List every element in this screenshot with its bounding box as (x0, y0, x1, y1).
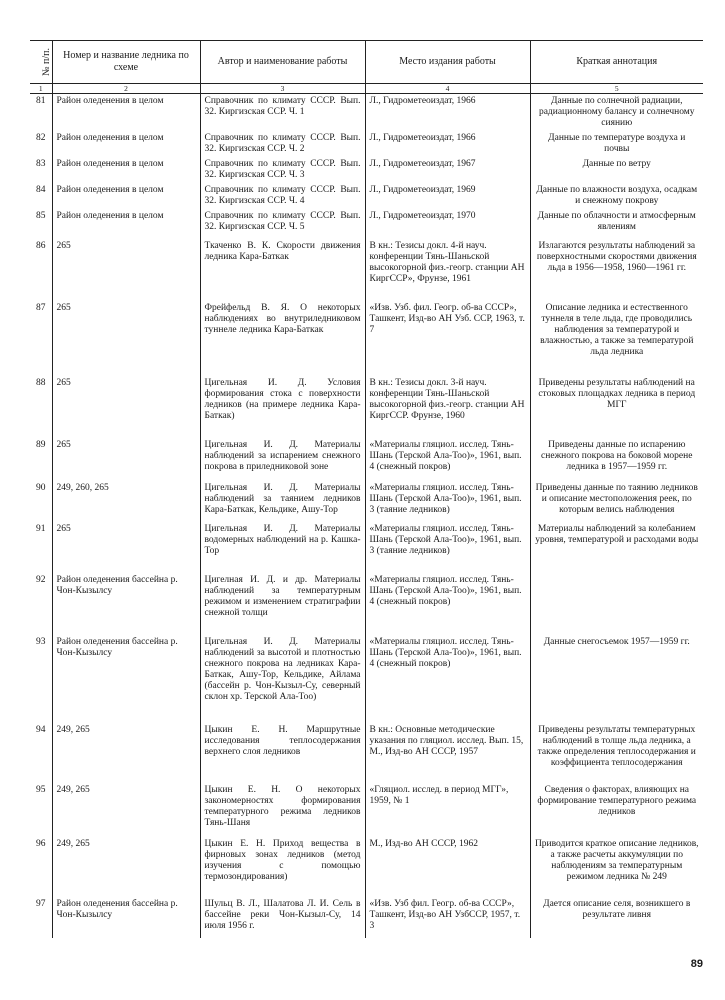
author-cell: Цигельная И. Д. Материалы водомерных наблюдений на р. Кашка-Тор (200, 520, 365, 567)
glacier-cell: Район оледенения бассейна р. Чон-Кызылсу (52, 893, 200, 938)
table-row (30, 370, 703, 434)
place-cell: «Материалы гляциол. исслед. Тянь-Шань (Терской Ала-Тоо)», 1961, вып. 4 (снежный покров) (365, 567, 530, 629)
header-col-number: № п/п. (30, 41, 52, 84)
bibliography-table (30, 40, 703, 938)
header-col-glacier: Номер и название ледника по схеме (52, 41, 200, 84)
header-col-place: Место издания работы (365, 41, 530, 84)
place-cell: «Материалы гляциол. исслед. Тянь-Шань (Терской Ала-Тоо)», 1961, вып. 3 (таяние ледников) (365, 520, 530, 567)
glacier-cell: Район оледенения в целом (52, 209, 200, 237)
author-cell: Цыкин Е. Н. Маршрутные исследования теплосодержания верхнего слоя ледников (200, 717, 365, 779)
place-cell: Л., Гидрометеоиздат, 1967 (365, 157, 530, 183)
author-cell: Справочник по климату СССР. Вып. 32. Киргизская ССР. Ч. 5 (200, 209, 365, 237)
table-row (30, 833, 703, 893)
glacier-cell: 265 (52, 434, 200, 479)
note-cell: Приведены данные по таянию ледников и описание местоположения реек, по которым велись наблюдения (530, 479, 703, 520)
bibliography-page (30, 40, 703, 938)
author-cell: Фрейфельд В. Я. О некоторых наблюдениях во внутриледниковом туннеле ледника Кара-Баткак (200, 295, 365, 370)
row-number: 87 (36, 303, 46, 313)
note-cell: Данные по влажности воздуха, осадкам и снежному покрову (530, 183, 703, 209)
row-number: 95 (36, 785, 46, 795)
author-cell: Цигельная И. Д. Материалы наблюдений за испарением снежного покрова в приледниковой зоне (200, 434, 365, 479)
table-row (30, 295, 703, 370)
row-number: 85 (36, 211, 46, 221)
column-number: 2 (52, 84, 200, 94)
note-cell: Описание ледника и естественного туннеля в теле льда, где проводились наблюдения за температурой и влажностью, а также за температурой льда ледника (530, 295, 703, 370)
glacier-cell: 265 (52, 370, 200, 434)
place-cell: Л., Гидрометеоиздат, 1969 (365, 183, 530, 209)
table-row (30, 209, 703, 237)
place-cell: «Материалы гляциол. исслед. Тянь-Шань (Терской Ала-Тоо)», 1961, вып. 3 (таяние ледников) (365, 479, 530, 520)
author-cell: Справочник по климату СССР. Вып. 32. Киргизская ССР. Ч. 1 (200, 94, 365, 132)
glacier-cell: 265 (52, 295, 200, 370)
author-cell: Справочник по климату СССР. Вып. 32. Киргизская ССР. Ч. 3 (200, 157, 365, 183)
row-number: 83 (36, 159, 46, 169)
glacier-cell: 249, 265 (52, 779, 200, 833)
glacier-cell: Район оледенения бассейна р. Чон-Кызылсу (52, 629, 200, 717)
row-number: 93 (36, 637, 46, 647)
row-number: 84 (36, 185, 46, 195)
table-row (30, 434, 703, 479)
note-cell: Данные по облачности и атмосферным явлениям (530, 209, 703, 237)
glacier-cell: 249, 265 (52, 833, 200, 893)
glacier-cell: Район оледенения в целом (52, 94, 200, 132)
note-cell: Приведены результаты наблюдений на стоковых площадках ледника в период МГГ (530, 370, 703, 434)
place-cell: «Изв. Узб фил. Геогр. об-ва СССР», Ташкент, Изд-во АН УзбССР, 1957, т. 3 (365, 893, 530, 938)
row-number: 94 (36, 725, 46, 735)
author-cell: Ткаченко В. К. Скорости движения ледника Кара-Баткак (200, 237, 365, 295)
author-cell: Цыкин Е. Н. О некоторых закономерностях формирования температурного режима ледников Тянь-Шаня (200, 779, 365, 833)
place-cell: В кн.: Тезисы докл. 4-й науч. конференции Тянь-Шаньской высокогорной физ.-геогр. станции АН КиргССР», Фрунзе, 1961 (365, 237, 530, 295)
table-row (30, 629, 703, 717)
glacier-cell: Район оледенения в целом (52, 157, 200, 183)
place-cell: «Материалы гляциол. исслед. Тянь-Шань (Терской Ала-Тоо)», 1961, вып. 4 (снежный покров) (365, 434, 530, 479)
glacier-cell: 265 (52, 520, 200, 567)
place-cell: «Гляциол. исслед. в период МГГ», 1959, № 1 (365, 779, 530, 833)
note-cell: Данные по температуре воздуха и почвы (530, 131, 703, 157)
column-number: 5 (530, 84, 703, 94)
glacier-cell: Район оледенения в целом (52, 183, 200, 209)
row-number: 90 (36, 483, 46, 493)
row-number: 88 (36, 378, 46, 388)
row-number: 96 (36, 839, 46, 849)
note-cell: Дается описание селя, возникшего в результате ливня (530, 893, 703, 938)
place-cell: «Материалы гляциол. исслед. Тянь-Шань (Терской Ала-Тоо)», 1961, вып. 4 (снежный покров) (365, 629, 530, 717)
table-row (30, 479, 703, 520)
author-cell: Справочник по климату СССР. Вып. 32. Киргизская ССР. Ч. 2 (200, 131, 365, 157)
table-row (30, 157, 703, 183)
author-cell: Цигельная И. Д. Материалы наблюдений за высотой и плотностью снежного покрова на ледниках Кара-Баткак, Ашу-Тор, Кельдике, Айлама (бассейн р. Чон-Кызыл-Су, северный склон хр. Терской Ала-Тоо) (200, 629, 365, 717)
row-number: 82 (36, 133, 46, 143)
table-header-row (30, 41, 703, 84)
author-cell: Шульц В. Л., Шалатова Л. И. Сель в бассейне реки Чон-Кызыл-Су, 14 июля 1956 г. (200, 893, 365, 938)
glacier-cell: Район оледенения в целом (52, 131, 200, 157)
place-cell: Л., Гидрометеоиздат, 1970 (365, 209, 530, 237)
note-cell: Сведения о факторах, влияющих на формирование температурного режима ледников (530, 779, 703, 833)
row-number: 91 (36, 524, 46, 534)
column-number: 1 (30, 84, 52, 94)
glacier-cell: 249, 265 (52, 717, 200, 779)
row-number: 92 (36, 575, 46, 585)
note-cell: Данные снегосъемок 1957—1959 гг. (530, 629, 703, 717)
note-cell: Данные по солнечной радиации, радиационному балансу и солнечному сиянию (530, 94, 703, 132)
note-cell: Материалы наблюдений за колебанием уровня, температурой и расходами воды (530, 520, 703, 567)
author-cell: Цыкин Е. Н. Приход вещества в фирновых зонах ледников (метод изучения с помощью термозондирования) (200, 833, 365, 893)
table-row (30, 520, 703, 567)
column-number: 4 (365, 84, 530, 94)
place-cell: В кн.: Тезисы докл. 3-й науч. конференции Тянь-Шаньской высокогорной физ.-геогр. станции АН КиргССР. Фрунзе, 1960 (365, 370, 530, 434)
glacier-cell: 249, 260, 265 (52, 479, 200, 520)
author-cell: Цигельная И. Д. Условия формирования стока с поверхности ледников (на примере ледника Кара-Баткак) (200, 370, 365, 434)
table-row (30, 94, 703, 132)
column-number: 3 (200, 84, 365, 94)
place-cell: «Изв. Узб. фил. Геогр. об-ва СССР», Ташкент, Изд-во АН Узб. ССР, 1963, т. 7 (365, 295, 530, 370)
row-number: 89 (36, 440, 46, 450)
note-cell: Приведены данные по испарению снежного покрова на боковой морене ледника в 1957—1959 гг. (530, 434, 703, 479)
glacier-cell: Район оледенения бассейна р. Чон-Кызылсу (52, 567, 200, 629)
table-body (30, 94, 703, 939)
place-cell: В кн.: Основные методические указания по гляциол. исслед. Вып. 15, М., Изд-во АН СССР, 1957 (365, 717, 530, 779)
table-row (30, 131, 703, 157)
table-row (30, 183, 703, 209)
place-cell: М., Изд-во АН СССР, 1962 (365, 833, 530, 893)
table-row (30, 893, 703, 938)
column-numbers-row (30, 84, 703, 94)
header-col-note: Краткая аннотация (530, 41, 703, 84)
table-row (30, 237, 703, 295)
author-cell: Цигельная И. Д. Материалы наблюдений за таянием ледников Кара-Баткак, Кельдике, Ашу-Тор (200, 479, 365, 520)
place-cell: Л., Гидрометеоиздат, 1966 (365, 94, 530, 132)
note-cell: Приводится краткое описание ледников, а также расчеты аккумуляции по наблюдениям за температурным режимом ледника № 249 (530, 833, 703, 893)
note-cell: Приведены результаты температурных наблюдений в толще льда ледника, а также определения теплосодержания и коэффициента теплосодержания (530, 717, 703, 779)
row-number: 97 (36, 899, 46, 909)
table-row (30, 779, 703, 833)
glacier-cell: 265 (52, 237, 200, 295)
header-col-author: Автор и наименование работы (200, 41, 365, 84)
note-cell (530, 567, 703, 629)
author-cell: Цигелная И. Д. и др. Материалы наблюдений за температурным режимом и изменением стратиграфии снежной толщи (200, 567, 365, 629)
note-cell: Излагаются результаты наблюдений за поверхностными скоростями движения льда в 1956—1958, 1960—1961 гг. (530, 237, 703, 295)
author-cell: Справочник по климату СССР. Вып. 32. Киргизская ССР. Ч. 4 (200, 183, 365, 209)
place-cell: Л., Гидрометеоиздат, 1966 (365, 131, 530, 157)
note-cell: Данные по ветру (530, 157, 703, 183)
table-row (30, 717, 703, 779)
table-row (30, 567, 703, 629)
row-number: 81 (36, 96, 46, 106)
page-number: 89 (690, 958, 703, 970)
row-number: 86 (36, 241, 46, 251)
